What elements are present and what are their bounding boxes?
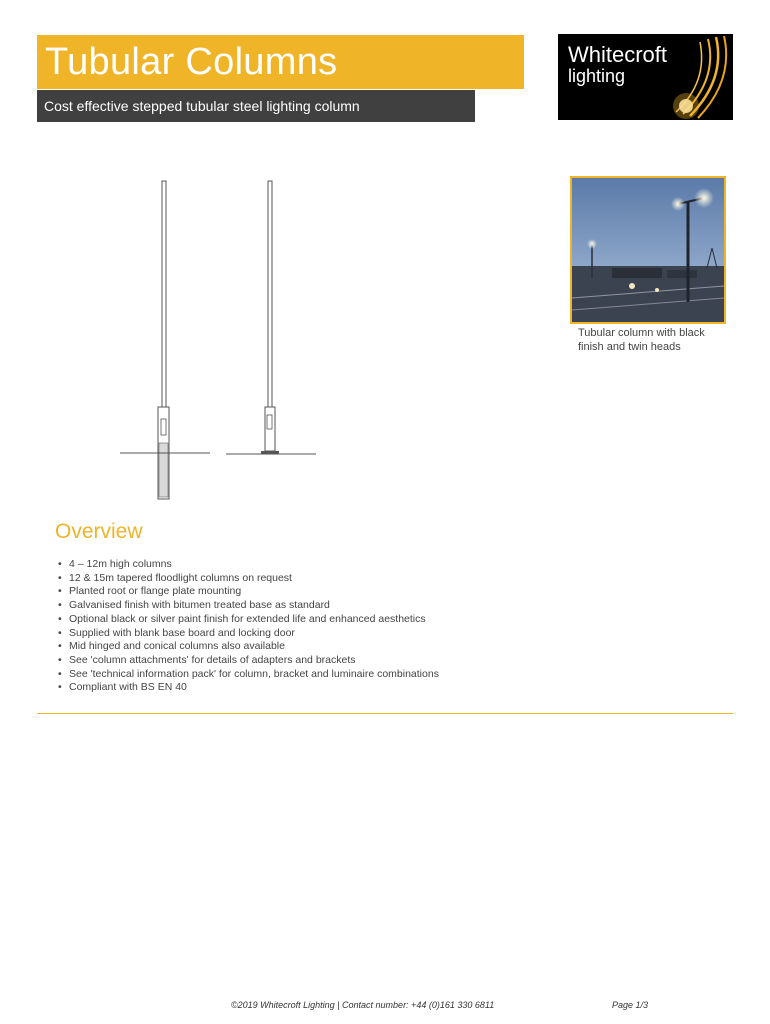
logo-wordmark: Whitecroft [568,42,668,67]
title-banner [37,35,524,89]
flange-plate-column-drawing [226,181,316,454]
list-item: • Mid hinged and conical columns also available [58,640,439,654]
footer-page-number: Page 1/3 [612,1000,649,1010]
planted-root-column-drawing [120,181,210,499]
whitecroft-logo [558,34,733,120]
list-item: • 12 & 15m tapered floodlight columns on request [58,572,439,586]
page-subtitle: Cost effective stepped tubular steel lighting column [44,98,360,114]
logo-tagline: lighting [568,66,626,86]
footer-copyright: ©2019 Whitecroft Lighting | Contact number: +44 (0)161 330 6811 [231,1000,495,1010]
overview-list [58,558,439,695]
column-photo [570,176,726,324]
night-street-photo [572,178,724,322]
list-item: • Optional black or silver paint finish for extended life and enhanced aesthetics [58,613,439,627]
section-divider [37,713,733,714]
overview-heading: Overview [55,520,143,543]
list-item: • Galvanised finish with bitumen treated base as standard [58,599,439,613]
list-item: • Compliant with BS EN 40 [58,681,439,695]
list-item: • See 'technical information pack' for column, bracket and luminaire combinations [58,668,439,682]
list-item: • See 'column attachments' for details of adapters and brackets [58,654,439,668]
page-title: Tubular Columns [45,41,338,83]
list-item: • Planted root or flange plate mounting [58,585,439,599]
column-technical-drawings [110,175,325,505]
photo-caption: Tubular column with black finish and twin heads [578,327,705,353]
list-item: • 4 – 12m high columns [58,558,439,572]
list-item: • Supplied with blank base board and locking door [58,627,439,641]
subtitle-banner [37,90,475,122]
